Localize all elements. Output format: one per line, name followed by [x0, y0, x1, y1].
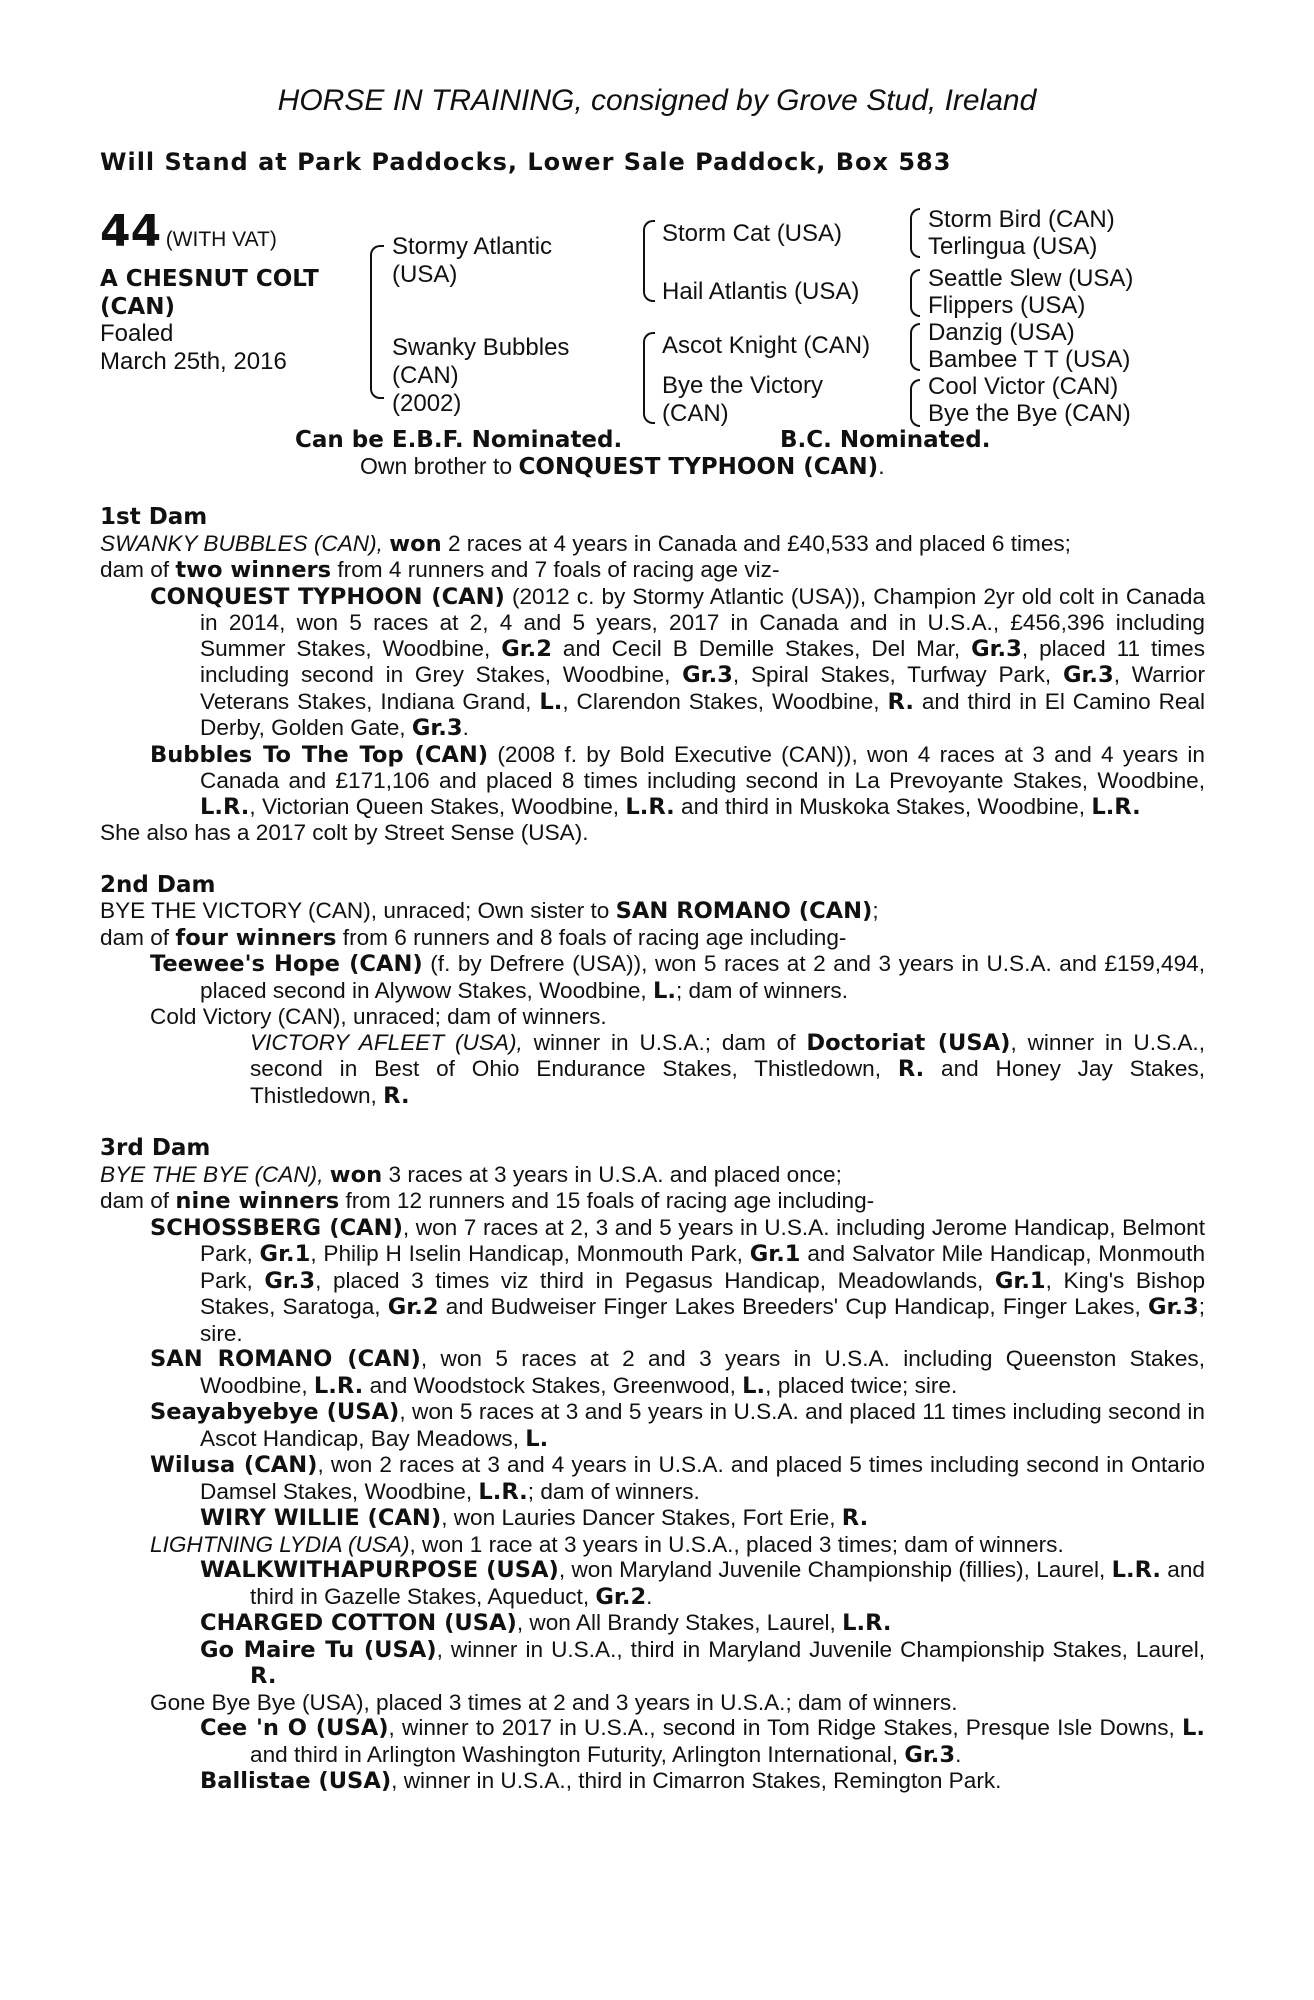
pedigree-ds: Ascot Knight (CAN): [662, 332, 871, 359]
dam1-runners: from 4 runners and 7 foals of racing age viz-: [337, 557, 780, 582]
dam3-entry-b: [100, 1346, 1205, 1399]
entry-text: and third in Arlington Washington Futurity, Arlington International,: [250, 1741, 899, 1767]
dam1-heading: 1st Dam: [100, 504, 208, 530]
dam3-entry-g: [100, 1557, 1205, 1610]
catalogue-body: [100, 505, 1205, 1795]
entry-name: LIGHTNING LYDIA (USA): [150, 1531, 410, 1557]
grade: Gr.2: [501, 635, 552, 662]
dam2-dam-of: dam of: [100, 924, 170, 950]
grade: L.R.: [200, 793, 250, 820]
dam1-dam-of: dam of: [100, 557, 170, 582]
grade: L.: [539, 688, 563, 715]
entry-text: , won 1 race at 3 years in U.S.A., placed 3 times; dam of winners.: [409, 1531, 1064, 1557]
dam3-entry-c: [100, 1399, 1205, 1452]
entry-text: , won 5 races at 3 and 5 years in U.S.A. and placed 11 times including second in Ascot Handicap, Bay Meadows,: [200, 1399, 1205, 1451]
foaled-label: Foaled: [100, 320, 174, 347]
grade: Gr.1: [749, 1241, 801, 1267]
lot-number-block: [100, 206, 277, 257]
grade: R.: [841, 1505, 869, 1531]
stand-location: Will Stand at Park Paddocks, Lower Sale Paddock, Box 583: [100, 148, 952, 176]
entry-text: (f. by Defrere (USA)), won 5 races at 2 and 3 years in U.S.A. and £159,494, placed second in Alywow Stakes, Woodbine,: [200, 951, 1205, 1003]
own-brother-note: [360, 453, 885, 480]
grade: Gr.3: [904, 1741, 956, 1768]
entry-text: , placed twice; sire.: [765, 1372, 958, 1398]
foaled-date: March 25th, 2016: [100, 348, 287, 375]
grade: Gr.2: [387, 1294, 439, 1320]
grade: L.R.: [625, 793, 675, 820]
dam3-entry-l: [100, 1768, 1205, 1795]
dam3-entry-d: [100, 1452, 1205, 1505]
page-title: HORSE IN TRAINING, consigned by Grove Stud, Ireland: [277, 84, 1037, 117]
pedigree-brace-ss: [910, 208, 920, 258]
own-brother-name: CONQUEST TYPHOON (CAN): [518, 454, 879, 480]
bc-nomination: B.C. Nominated.: [780, 427, 991, 453]
pedigree-sd: Hail Atlantis (USA): [662, 278, 860, 305]
entry-text: (2012 c. by Stormy Atlantic (USA)), Champion 2yr old colt in Canada in 2014, won 5 races at 2, 4 and 5 years, 2017 in Canada and in U.S.A., £456,396 including Summer Stakes, Woodbine,: [200, 583, 1206, 661]
dam3-dam-of: dam of: [100, 1188, 170, 1213]
grade: L.: [1182, 1715, 1206, 1741]
dam1-line2: [100, 557, 1205, 584]
entry-text: , Philip H Iselin Handicap, Monmouth Park,: [310, 1241, 743, 1266]
entry-text: , winner in U.S.A., second in Best of Ohio Endurance Stakes, Thistledown,: [250, 1029, 1205, 1081]
grade: R.: [887, 688, 914, 715]
pedigree-brace-sd: [910, 269, 920, 317]
pedigree-dsd: Bambee T T (USA): [928, 346, 1131, 373]
entry-text: ; sire.: [200, 1294, 1206, 1346]
grade: L.R.: [842, 1610, 892, 1636]
grade: L.R.: [313, 1372, 364, 1399]
entry-text: and Cecil B Demille Stakes, Del Mar,: [562, 635, 961, 661]
grade: L.: [525, 1425, 549, 1452]
entry-text: and Honey Jay Stakes, Thistledown,: [250, 1056, 1206, 1108]
dam1-line1: [100, 531, 1205, 558]
grade: L.: [742, 1372, 766, 1399]
vat-note: (WITH VAT): [165, 228, 277, 251]
dam1-footer: She also has a 2017 colt by Street Sense (USA).: [100, 820, 589, 845]
entry-name: CONQUEST TYPHOON (CAN): [150, 583, 505, 610]
entry-text: , placed 11 times including second in Grey Stakes, Woodbine,: [200, 635, 1205, 687]
dam3-entry-f: [100, 1532, 1205, 1558]
pedigree-ss: Storm Cat (USA): [662, 220, 843, 247]
entry-text: and Budweiser Finger Lakes Breeders' Cup Handicap, Finger Lakes,: [445, 1294, 1141, 1319]
entry-text: , winner in U.S.A., third in Cimarron Stakes, Remington Park.: [391, 1768, 1002, 1793]
entry-text: and Woodstock Stakes, Greenwood,: [369, 1372, 736, 1398]
pedigree-brace-gen1: [370, 245, 384, 399]
grade: L.R.: [478, 1478, 528, 1505]
entry-name: Wilusa (CAN): [150, 1452, 318, 1478]
grade: R.: [383, 1082, 410, 1109]
dam3-runners: from 12 runners and 15 foals of racing age including-: [345, 1188, 875, 1213]
entry-text: , Warrior Veterans Stakes, Indiana Grand,: [200, 662, 1205, 714]
entry-text: (2008 f. by Bold Executive (CAN)), won 4 races at 3 and 4 years in Canada and £171,106 and placed 8 times including second in La Prevoyante Stakes, Woodbine,: [200, 741, 1205, 793]
own-brother-suffix: .: [878, 453, 885, 479]
pedigree-dss: Danzig (USA): [928, 319, 1075, 346]
entry-text: .: [462, 715, 469, 740]
entry-text: and third in El Camino Real Derby, Golden Gate,: [200, 688, 1206, 740]
entry-name: Go Maire Tu (USA): [200, 1636, 437, 1663]
entry-text: .: [955, 1741, 962, 1767]
dam3-line1: [100, 1162, 1205, 1189]
dam2-winners: four winners: [175, 924, 337, 951]
entry-text: and Salvator Mile Handicap, Monmouth Park,: [200, 1241, 1206, 1293]
dam1-winners: two winners: [175, 557, 332, 583]
entry-name: CHARGED COTTON (USA): [200, 1610, 517, 1636]
dam2-entry-2: Cold Victory (CAN), unraced; dam of winners.: [150, 1004, 607, 1029]
pedigree-dds: Cool Victor (CAN): [928, 373, 1119, 400]
dam1-record: 2 races at 4 years in Canada and £40,533 and placed 6 times;: [447, 530, 1071, 556]
dam3-entry-e: [100, 1505, 1205, 1532]
entry-name: Cee 'n O (USA): [200, 1715, 389, 1741]
pedigree-brace-dam: [643, 332, 655, 424]
dam3-winners: nine winners: [175, 1188, 340, 1214]
dd-country: (CAN): [662, 400, 729, 427]
dam2-entry-1: [100, 951, 1205, 1004]
entry-bold: Doctoriat (USA): [806, 1029, 1011, 1056]
dam3-record: 3 races at 3 years in U.S.A. and placed once;: [388, 1161, 842, 1187]
sire-name: Stormy Atlantic: [392, 233, 553, 260]
grade: Gr.1: [259, 1241, 311, 1267]
entry-text: winner in U.S.A.; dam of: [533, 1029, 796, 1055]
dam3-heading: 3rd Dam: [100, 1135, 211, 1161]
entry-text: , Spiral Stakes, Turfway Park,: [732, 662, 1052, 687]
pedigree-brace-sire: [643, 220, 655, 302]
entry-name: Teewee's Hope (CAN): [150, 951, 423, 977]
entry-text: , won All Brandy Stakes, Laurel,: [516, 1610, 836, 1635]
dam1-entry-1: [100, 584, 1205, 742]
grade: L.R.: [1111, 1557, 1161, 1583]
entry-text: , won 2 races at 3 and 4 years in U.S.A. and placed 5 times including second in Ontario Damsel Stakes, Woodbine,: [200, 1452, 1205, 1504]
grade: Gr.3: [1147, 1294, 1199, 1320]
dam3-entry-a: [100, 1215, 1205, 1347]
own-brother-prefix: Own brother to: [360, 453, 513, 479]
entry-text: and third in Muskoka Stakes, Woodbine,: [681, 793, 1086, 819]
dam2-heading: 2nd Dam: [100, 871, 216, 898]
entry-name: Ballistae (USA): [200, 1768, 392, 1794]
entry-name: SAN ROMANO (CAN): [150, 1346, 421, 1372]
entry-text: .: [646, 1583, 653, 1609]
lot-description: [100, 265, 319, 321]
pedigree-sire: [392, 233, 552, 289]
dam2-name: BYE THE VICTORY (CAN), unraced; Own sister to: [100, 898, 610, 923]
dam1-entry-2: [100, 742, 1205, 821]
foaled-info: [100, 320, 287, 376]
entry-name: WIRY WILLIE (CAN): [200, 1505, 442, 1531]
dam3-entry-k: [100, 1715, 1205, 1768]
grade: Gr.3: [682, 662, 733, 688]
punct: ;: [872, 898, 879, 923]
lot-desc-line2: (CAN): [100, 294, 175, 320]
dam3-name: BYE THE BYE (CAN),: [100, 1161, 324, 1187]
entry-text: , Clarendon Stakes, Woodbine,: [562, 688, 880, 714]
grade: Gr.3: [1062, 662, 1114, 688]
grade: R.: [250, 1663, 277, 1689]
entry-text: , won 5 races at 2 and 3 years in U.S.A. including Queenston Stakes, Woodbine,: [200, 1346, 1205, 1398]
entry-name: WALKWITHAPURPOSE (USA): [200, 1557, 559, 1583]
dam3-entry-i: [100, 1637, 1205, 1690]
entry-text: ; dam of winners.: [527, 1478, 700, 1504]
dam-name: Swanky Bubbles: [392, 334, 570, 361]
dam3-line2: [100, 1188, 1205, 1215]
entry-text: ; dam of winners.: [675, 977, 849, 1003]
entry-text: , won Lauries Dancer Stakes, Fort Erie,: [441, 1505, 836, 1530]
dam2-sister: SAN ROMANO (CAN): [615, 898, 873, 924]
entry-name: Bubbles To The Top (CAN): [150, 741, 489, 768]
entry-text: , winner to 2017 in U.S.A., second in Tom Ridge Stakes, Presque Isle Downs,: [388, 1715, 1175, 1740]
sire-country: (USA): [392, 261, 458, 288]
grade: Gr.2: [595, 1583, 647, 1610]
dd-name: Bye the Victory: [662, 372, 823, 399]
entry-name: Seayabyebye (USA): [150, 1399, 400, 1425]
dam1-name: SWANKY BUBBLES (CAN),: [100, 530, 383, 556]
entry-text: , Victorian Queen Stakes, Woodbine,: [249, 793, 620, 819]
pedigree-dam: [392, 334, 569, 418]
pedigree-sds: Seattle Slew (USA): [928, 265, 1134, 292]
dam2-runners: from 6 runners and 8 foals of racing age including-: [342, 924, 847, 950]
pedigree-dd: [662, 372, 823, 428]
grade: Gr.3: [411, 715, 463, 741]
dam2-line2: [100, 925, 1205, 952]
lot-number: 44: [100, 206, 162, 257]
pedigree-brace-ds: [910, 323, 920, 371]
entry-text: , won Maryland Juvenile Championship (fillies), Laurel,: [558, 1557, 1106, 1582]
dam3-entry-h: [100, 1610, 1205, 1637]
grade: Gr.3: [264, 1267, 316, 1294]
entry-text: , King's Bishop Stakes, Saratoga,: [200, 1267, 1206, 1319]
entry-text: , won 7 races at 2, 3 and 5 years in U.S.A. including Jerome Handicap, Belmont Park,: [200, 1214, 1205, 1266]
dam2-line1: [100, 898, 1205, 925]
ebf-nomination: Can be E.B.F. Nominated.: [295, 427, 623, 453]
entry-name: VICTORY AFLEET (USA),: [250, 1029, 523, 1055]
entry-name: SCHOSSBERG (CAN): [150, 1214, 403, 1241]
grade: L.R.: [1091, 793, 1141, 820]
entry-text: and third in Gazelle Stakes, Aqueduct,: [250, 1557, 1205, 1609]
dam-year: (2002): [392, 390, 462, 417]
grade: Gr.3: [971, 635, 1022, 662]
lot-desc-line1: A CHESNUT COLT: [100, 266, 319, 292]
dam1-won: won: [389, 530, 442, 557]
pedigree-sss: Storm Bird (CAN): [928, 206, 1115, 233]
pedigree-ddd: Bye the Bye (CAN): [928, 400, 1131, 427]
dam3-entry-j: Gone Bye Bye (USA), placed 3 times at 2 and 3 years in U.S.A.; dam of winners.: [150, 1689, 958, 1715]
grade: L.: [652, 977, 676, 1004]
entry-text: , placed 3 times viz third in Pegasus Handicap, Meadowlands,: [315, 1267, 984, 1293]
pedigree-ssd: Terlingua (USA): [928, 233, 1098, 260]
dam3-won: won: [329, 1161, 383, 1188]
grade: R.: [897, 1056, 925, 1082]
entry-text: , winner in U.S.A., third in Maryland Juvenile Championship Stakes, Laurel,: [436, 1636, 1205, 1662]
grade: Gr.1: [994, 1267, 1046, 1294]
pedigree-sdd: Flippers (USA): [928, 292, 1086, 319]
dam2-entry-3: [100, 1030, 1205, 1110]
dam-country: (CAN): [392, 362, 459, 389]
pedigree-brace-dd: [910, 379, 920, 427]
